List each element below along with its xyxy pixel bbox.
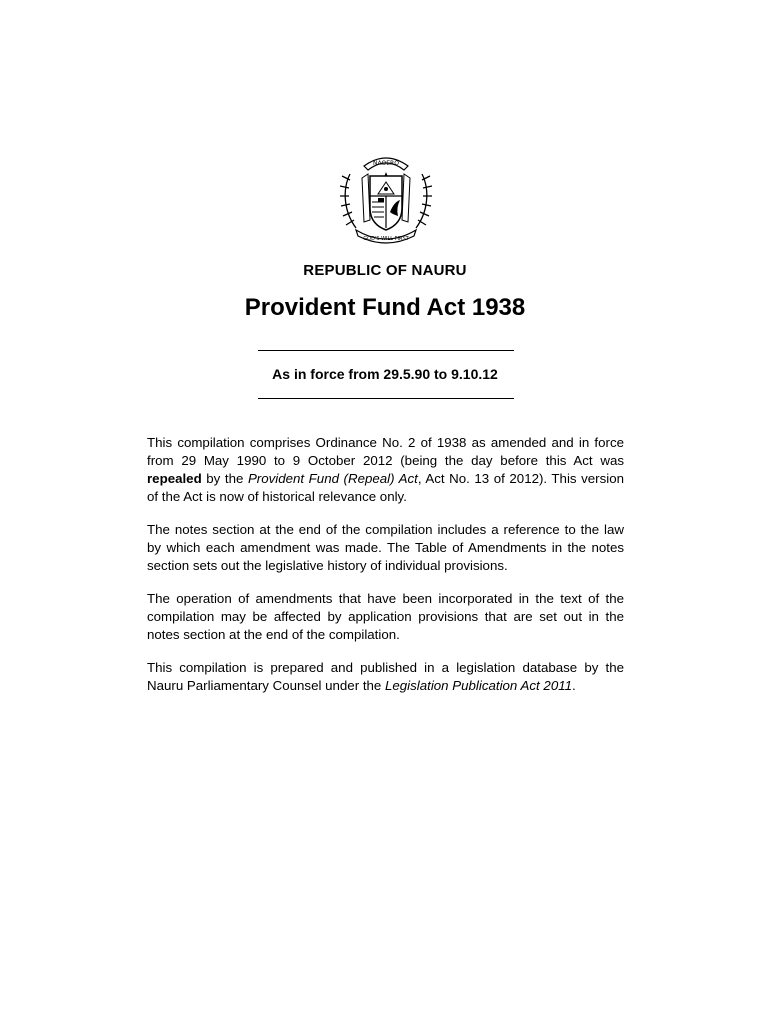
text-segment: This compilation comprises Ordinance No. 2 of 1938 as amended and in force from 29 May 1990 to 9 October 2012 (being the day before this Act was — [147, 435, 624, 468]
text-segment: , Act No. 13 of 2012). This version of the Act is now of historical relevance only. — [147, 471, 624, 504]
svg-text:GOD'S WILL FIRST: GOD'S WILL FIRST — [363, 236, 409, 242]
compilation-notes — [147, 434, 624, 710]
text-segment: . — [572, 678, 576, 693]
republic-heading: REPUBLIC OF NAURU — [303, 262, 467, 279]
paragraph-notes-section: The notes section at the end of the compilation includes a reference to the law by which each amendment was made. The Table of Amendments in the notes section sets out the legislative history of individual provisions. — [147, 522, 624, 573]
paragraph-amendments: The operation of amendments that have been incorporated in the text of the compilation may be affected by application provisions that are set out in the notes section at the end of the compilation. — [147, 591, 624, 642]
paragraph-compilation-scope — [147, 434, 624, 506]
publication-act-title: Legislation Publication Act 2011 — [385, 678, 573, 693]
bottom-divider — [258, 398, 514, 399]
text-segment: This compilation is prepared and published in a legislation database by the Nauru Parliamentary Counsel under the — [147, 660, 624, 693]
repeal-act-title: Provident Fund (Repeal) Act — [247, 471, 418, 486]
nauru-coat-of-arms-icon — [334, 150, 438, 250]
svg-text:NAOERO: NAOERO — [373, 160, 399, 167]
top-divider — [258, 350, 514, 351]
act-title: Provident Fund Act 1938 — [244, 294, 526, 321]
paragraph-publication — [147, 659, 624, 695]
repealed-emphasis: repealed — [147, 471, 202, 486]
in-force-period: As in force from 29.5.90 to 9.10.12 — [272, 366, 498, 382]
text-segment: by the — [201, 471, 248, 486]
